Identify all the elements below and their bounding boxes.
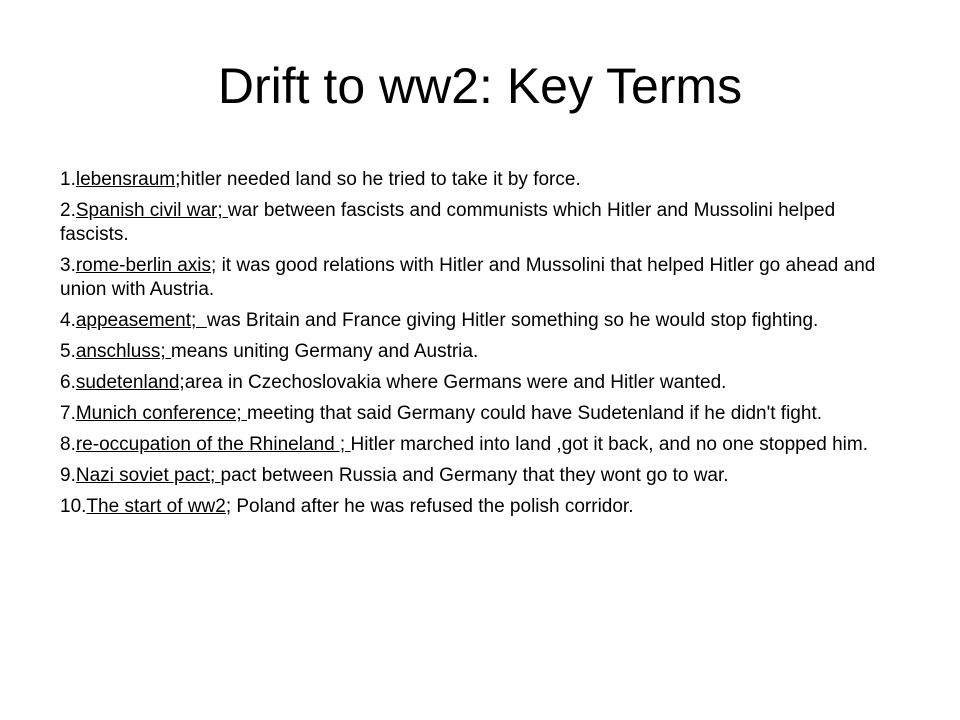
- term-definition: ; it was good relations with Hitler and Mussolini that helped Hitler go ahead and union with Austria.: [60, 255, 881, 300]
- term-number: 4.: [60, 310, 76, 331]
- term-name: lebensraum: [75, 169, 176, 190]
- term-item: [60, 199, 900, 247]
- term-number: 8.: [60, 434, 76, 455]
- term-name: Spanish civil war;: [75, 200, 228, 221]
- term-definition: ;hitler needed land so he tried to take it by force.: [175, 169, 581, 190]
- term-name: sudetenland;: [75, 372, 185, 393]
- term-name: anschluss;: [75, 341, 171, 362]
- term-definition: pact between Russia and Germany that they wont go to war.: [220, 465, 729, 486]
- term-item: [60, 340, 900, 364]
- term-name: The start of ww2: [86, 496, 226, 517]
- term-number: 5.: [60, 341, 76, 362]
- term-number: 10.: [60, 496, 87, 517]
- term-definition: was Britain and France giving Hitler something so he would stop fighting.: [206, 310, 819, 331]
- term-name: rome-berlin axis: [75, 255, 212, 276]
- term-number: 9.: [60, 465, 76, 486]
- term-list: [60, 168, 900, 526]
- term-item: [60, 464, 900, 488]
- term-item: [60, 254, 900, 302]
- term-item: [60, 433, 900, 457]
- term-name: Nazi soviet pact;: [75, 465, 221, 486]
- term-name: Munich conference;: [75, 403, 247, 424]
- term-definition: area in Czechoslovakia where Germans were and Hitler wanted.: [184, 372, 727, 393]
- term-number: 6.: [60, 372, 76, 393]
- term-definition: meeting that said Germany could have Sudetenland if he didn't fight.: [246, 403, 822, 424]
- term-number: 2.: [60, 200, 76, 221]
- term-number: 7.: [60, 403, 76, 424]
- term-definition: ; Poland after he was refused the polish corridor.: [225, 496, 634, 517]
- term-number: 1.: [60, 169, 76, 190]
- term-name: re-occupation of the Rhineland ;: [75, 434, 351, 455]
- term-item: [60, 371, 900, 395]
- term-definition: means uniting Germany and Austria.: [170, 341, 479, 362]
- term-item: [60, 495, 900, 519]
- term-definition: war between fascists and communists which Hitler and Mussolini helped fascists.: [60, 200, 841, 245]
- slide-title: Drift to ww2: Key Terms: [217, 58, 743, 114]
- term-item: [60, 402, 900, 426]
- term-number: 3.: [60, 255, 76, 276]
- term-name: appeasement;: [75, 310, 207, 331]
- term-definition: Hitler marched into land ,got it back, and no one stopped him.: [350, 434, 869, 455]
- term-item: [60, 309, 900, 333]
- term-item: [60, 168, 900, 192]
